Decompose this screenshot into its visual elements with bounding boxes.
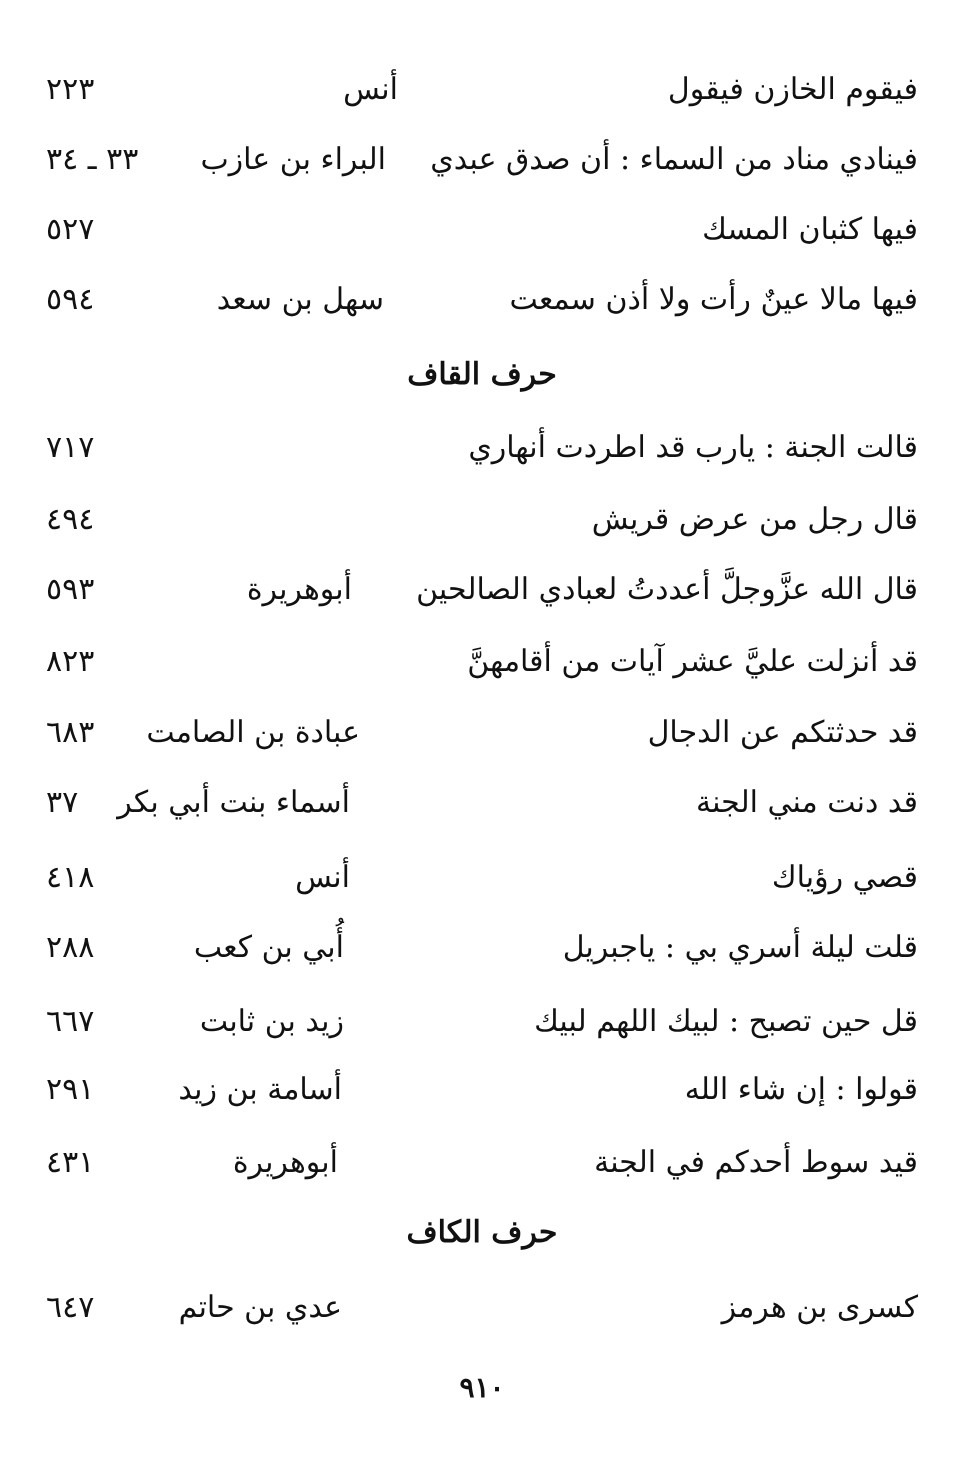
index-entry bbox=[0, 1133, 964, 1193]
page-reference: ٢٨٨ bbox=[46, 930, 95, 965]
page-reference: ٤٩٤ bbox=[46, 502, 95, 537]
page-reference: ٣٧ bbox=[46, 785, 79, 820]
index-entry bbox=[0, 1060, 964, 1120]
narrator-name: أُبي بن كعب bbox=[193, 930, 344, 965]
narrator-name: أسماء بنت أبي بكر bbox=[117, 785, 350, 820]
index-entry bbox=[0, 703, 964, 763]
page-reference: ٦٨٣ bbox=[46, 715, 95, 750]
index-entry bbox=[0, 992, 964, 1052]
hadith-text: قد أنزلت عليَّ عشر آيات من أقامهنَّ bbox=[467, 644, 918, 679]
index-entry bbox=[0, 1278, 964, 1338]
hadith-text: قالت الجنة : يارب قد اطردت أنهاري bbox=[468, 430, 918, 465]
page-reference: ٨٢٣ bbox=[46, 644, 95, 679]
index-entry bbox=[0, 560, 964, 620]
page-reference: ٥٢٧ bbox=[46, 212, 95, 247]
index-entry bbox=[0, 200, 964, 260]
hadith-text: قلت ليلة أسري بي : ياجبريل bbox=[562, 930, 918, 965]
index-entry bbox=[0, 632, 964, 692]
page-reference: ٧١٧ bbox=[46, 430, 95, 465]
narrator-name: أبوهريرة bbox=[232, 1145, 338, 1180]
page-reference: ٢٩١ bbox=[46, 1072, 95, 1107]
page-reference: ٦٦٧ bbox=[46, 1004, 95, 1039]
index-entry bbox=[0, 490, 964, 550]
page-number: ٩١٠ bbox=[459, 1371, 505, 1404]
hadith-text: قد دنت مني الجنة bbox=[696, 785, 918, 820]
narrator-name: عبادة بن الصامت bbox=[146, 715, 360, 750]
narrator-name: زيد بن ثابت bbox=[199, 1004, 344, 1039]
hadith-text: فيها كثبان المسك bbox=[702, 212, 918, 247]
hadith-text: قولوا : إن شاء الله bbox=[684, 1072, 918, 1107]
page-reference: ٣٣ ـ ٣٤ bbox=[46, 142, 139, 177]
index-entry bbox=[0, 270, 964, 330]
page-reference: ٦٤٧ bbox=[46, 1290, 95, 1325]
hadith-text: قيد سوط أحدكم في الجنة bbox=[594, 1145, 918, 1180]
hadith-text: فينادي مناد من السماء : أن صدق عبدي bbox=[430, 142, 918, 177]
section-heading: حرف الكاف bbox=[406, 1215, 558, 1250]
hadith-text: قصي رؤياك bbox=[771, 860, 918, 895]
page-reference: ٢٢٣ bbox=[46, 72, 95, 107]
hadith-text: فيقوم الخازن فيقول bbox=[667, 72, 918, 107]
index-entry bbox=[0, 60, 964, 120]
page-reference: ٥٩٣ bbox=[46, 572, 95, 607]
narrator-name: أنس bbox=[343, 72, 398, 107]
narrator-name: أبوهريرة bbox=[246, 572, 352, 607]
hadith-text: قال الله عزَّوجلَّ أعددتُ لعبادي الصالحين bbox=[416, 572, 918, 607]
narrator-name: عدي بن حاتم bbox=[178, 1290, 342, 1325]
hadith-text: قد حدثتكم عن الدجال bbox=[647, 715, 918, 750]
index-entry bbox=[0, 773, 964, 833]
index-entry bbox=[0, 848, 964, 908]
narrator-name: البراء بن عازب bbox=[200, 142, 386, 177]
section-heading: حرف القاف bbox=[407, 357, 557, 392]
hadith-text: فيها مالا عينٌ رأت ولا أذن سمعت bbox=[509, 282, 918, 317]
index-entry bbox=[0, 130, 964, 190]
narrator-name: أسامة بن زيد bbox=[178, 1072, 342, 1107]
narrator-name: سهل بن سعد bbox=[216, 282, 384, 317]
narrator-name: أنس bbox=[295, 860, 350, 895]
hadith-text: قال رجل من عرض قريش bbox=[591, 502, 918, 537]
index-entry bbox=[0, 918, 964, 978]
page-reference: ٤٣١ bbox=[46, 1145, 95, 1180]
page-reference: ٤١٨ bbox=[46, 860, 95, 895]
hadith-text: قل حين تصبح : لبيك اللهم لبيك bbox=[534, 1004, 918, 1039]
page-reference: ٥٩٤ bbox=[46, 282, 95, 317]
hadith-text: كسرى بن هرمز bbox=[721, 1290, 918, 1325]
index-entry bbox=[0, 418, 964, 478]
